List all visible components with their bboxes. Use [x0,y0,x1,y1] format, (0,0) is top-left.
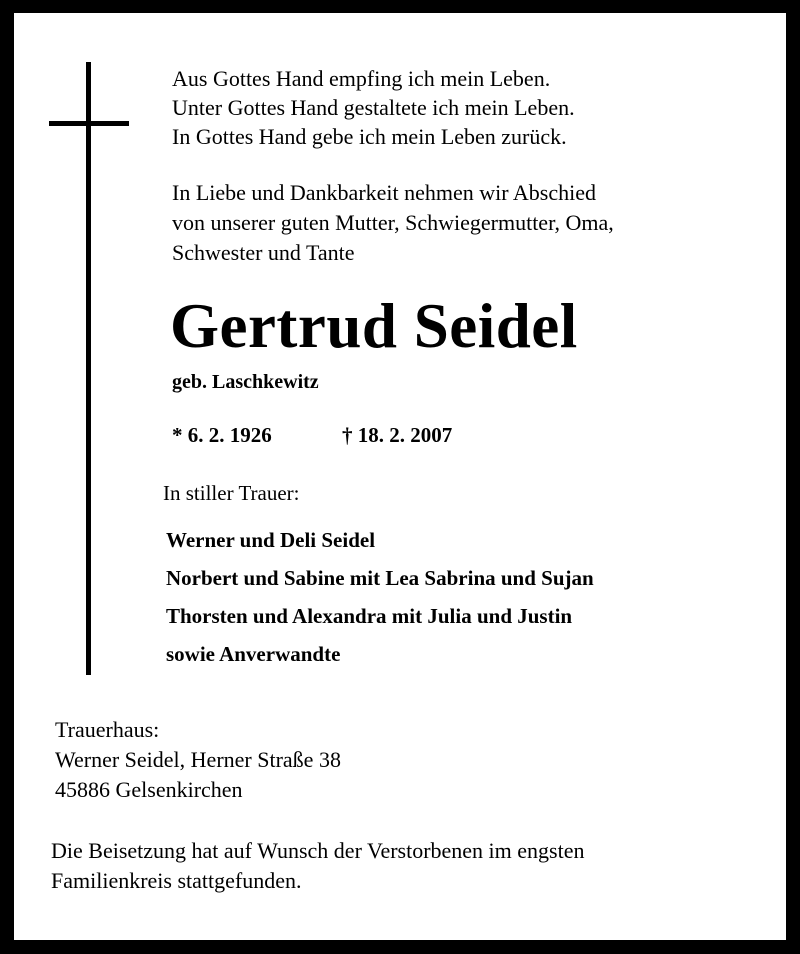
mourners-heading: In stiller Trauer: [163,481,300,505]
burial-notice [51,836,585,896]
address-city: 45886 Gelsenkirchen [55,777,243,802]
cross-vertical-bar [86,62,91,675]
address-heading: Trauerhaus: [55,717,160,742]
cross-horizontal-bar [49,121,129,126]
death-date: † 18. 2. 2007 [342,423,453,447]
mourner-line: sowie Anverwandte [166,642,341,666]
mourning-house-address [55,715,341,805]
mourner-line: Thorsten und Alexandra mit Julia und Justin [166,604,573,628]
mourners-list [166,521,594,673]
verse-line: In Gottes Hand gebe ich mein Leben zurück. [172,124,567,149]
farewell-line: In Liebe und Dankbarkeit nehmen wir Abschied [172,180,596,205]
address-street: Werner Seidel, Herner Straße 38 [55,747,341,772]
mourner-line: Werner und Deli Seidel [166,528,376,552]
bible-verse [172,64,575,151]
mourner-line: Norbert und Sabine mit Lea Sabrina und Sujan [166,566,594,590]
notice-line: Familienkreis stattgefunden. [51,868,302,893]
verse-line: Aus Gottes Hand empfing ich mein Leben. [172,66,551,91]
birth-date: * 6. 2. 1926 [172,423,272,447]
notice-line: Die Beisetzung hat auf Wunsch der Verstorbenen im engsten [51,838,585,863]
farewell-line: Schwester und Tante [172,240,355,265]
verse-line: Unter Gottes Hand gestaltete ich mein Leben. [172,95,575,120]
maiden-name: geb. Laschkewitz [172,371,319,393]
farewell-line: von unserer guten Mutter, Schwiegermutter, Oma, [172,210,614,235]
farewell-text [172,178,614,268]
deceased-name: Gertrud Seidel [170,291,578,361]
